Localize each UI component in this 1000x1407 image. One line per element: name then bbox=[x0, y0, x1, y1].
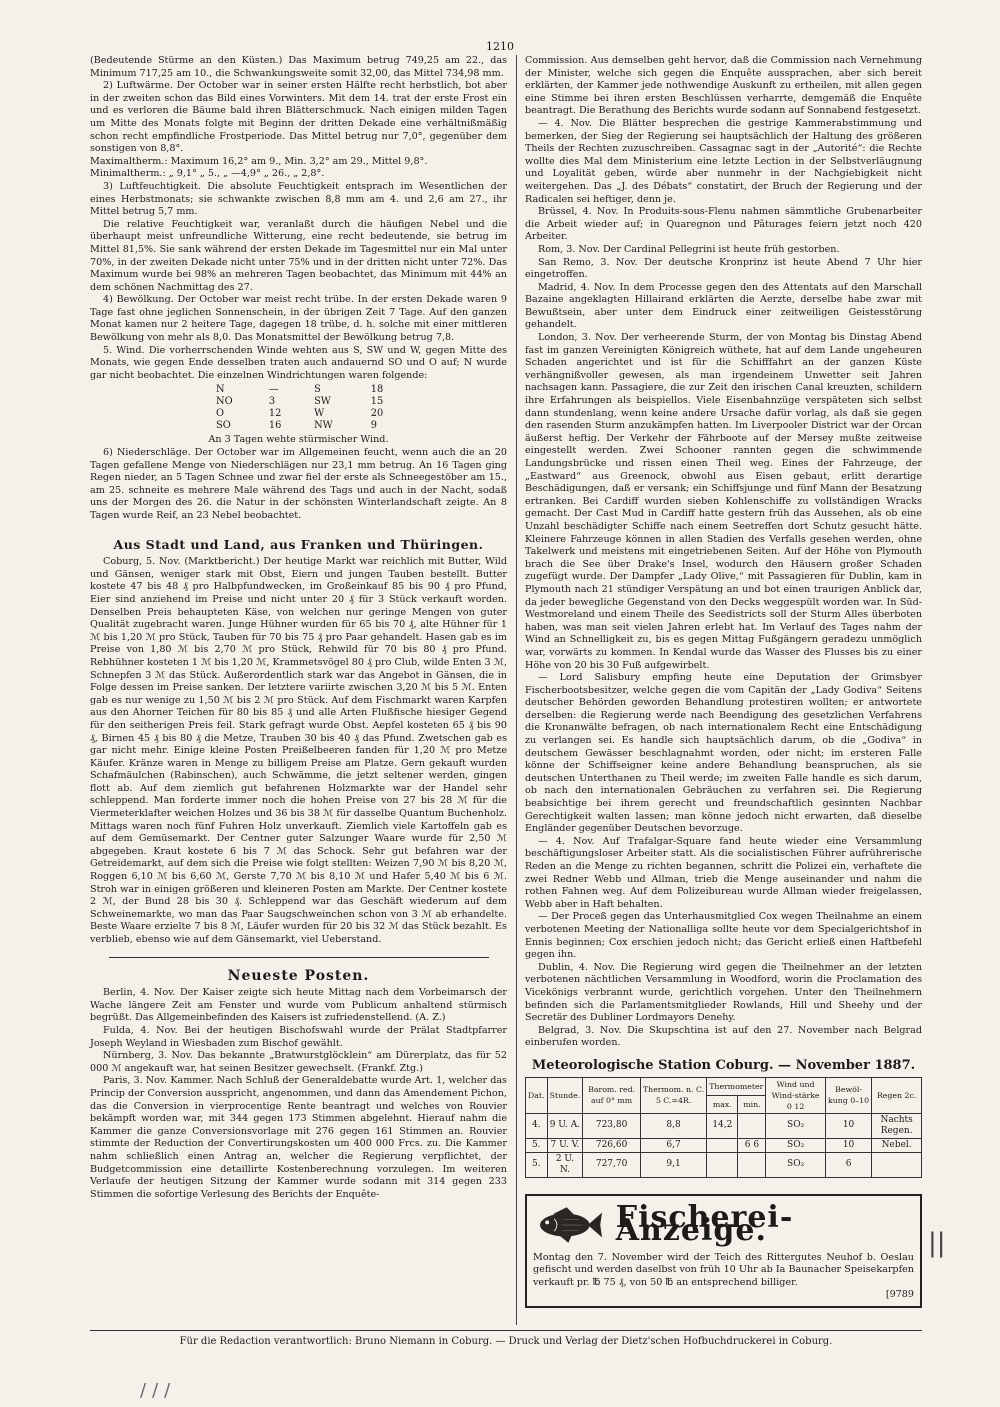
wind-cell: 20 bbox=[370, 408, 384, 420]
meteo-header-wind: Wind und Wind-stärke 0 12 bbox=[766, 1077, 825, 1113]
meteo-cell-therm: 8,8 bbox=[640, 1113, 706, 1138]
article-process-cox: — Der Proceß gegen das Unterhausmitglied Cox wegen Theilnahme an einem verbotenen Meeting der Nationalliga sollte heute vor dem Specialgerichtshof in Ennis beginnen; Cox erschien jedoch nicht; das Gericht erließ einen Haftbefehl gegen ihn. bbox=[525, 911, 922, 961]
meteo-header-regen: Regen 2c. bbox=[872, 1077, 922, 1113]
wind-row bbox=[210, 396, 410, 408]
fischerei-advertisement bbox=[525, 1194, 922, 1308]
section-heading-neueste-posten: Neueste Posten. bbox=[227, 967, 370, 984]
paragraph-niederschlaege: 6) Niederschläge. Der October war im Allgemeinen feucht, wenn auch die an 20 Tagen gefallene Menge von Niederschlägen nur 23,1 mm betrug. An 16 Tagen ging Regen nieder, an 5 Tagen Schnee und zwar fiel der erste als Schneegestöber am 15., am 25. schneite es mehrere Male während des Tags und auch in der Nacht, sodaß uns der Morgen des 26. die Natur in der schönsten Winterlandschaft zeigte. An 8 Tagen wurde Reif, an 23 Nebel beobachtet. bbox=[90, 447, 507, 521]
paragraph-bewoelkung: 4) Bewölkung. Der October war meist recht trübe. In der ersten Dekade waren 9 Tage fast ohne jeglichen Sonnenschein, in der übrigen Zeit 7 Tage. Auf den ganzen Monat kamen nur 2 heitere Tage, dagegen 18 trübe, d. h. solche mit einer mittleren Bewölkung von mehr als 8,0. Das Monatsmittel der Bewölkung betrug 7,8. bbox=[90, 294, 507, 344]
wind-note: An 3 Tagen wehte stürmischer Wind. bbox=[208, 434, 389, 446]
wind-direction-table bbox=[210, 384, 410, 432]
meteo-cell-dat: 5. bbox=[526, 1152, 548, 1177]
meteo-header-thermometer: Thermometer bbox=[707, 1077, 766, 1095]
wind-cell: SO bbox=[216, 420, 231, 432]
article-coburg-marktbericht: Coburg, 5. Nov. (Marktbericht.) Der heutige Markt war reichlich mit Butter, Wild und Gänsen, weniger stark mit Obst, Eiern und jungen Tauben bestellt. Butter kostete 47 bis 48 ₰ pro Halbpfundwecken, im Großeinkauf 85 bis 90 ₰ pro Pfund, Eier sind anziehend im Preise und nicht unter 20 ₰ für 3 Stück verkauft worden. Denselben Preis behaupteten Käse, von welchen nur geringe Mengen von guter Qualität zugebracht waren. Junge Hühner wurden für 65 bis 70 ₰, alte Hühner für 1 ℳ bis 1,20 ℳ pro Stück, Tauben für 70 bis 75 ₰ pro Paar gehandelt. Hasen gab es im Preise von 1,80 ℳ bis 2,70 ℳ pro Stück, Rehwild für 70 bis 80 ₰ pro Pfund. Rebhühner kosteten 1 ℳ bis 1,20 ℳ, Krammetsvögel 80 ₰ pro Club, wilde Enten 3 ℳ, Schnepfen 3 ℳ das Stück. Außerordentlich stark war das Angebot in Gänsen, die in Folge dessen im Preise sanken. Der letztere variirte zwischen 3,20 ℳ bis 5 ℳ. Enten gab es nur wenige zu 1,50 ℳ bis 2 ℳ pro Stück. Auf dem Fischmarkt waren Karpfen aus den Ahorner Teichen für 80 bis 85 ₰ und alle Arten Flußfische hiesiger Gegend für den seitherigen Preis feil. Stark gefragt wurde Obst. Aepfel kosteten 65 ₰ bis 90 ₰, Birnen 45 ₰ bis 80 ₰ die Metze, Trauben 30 bis 40 ₰ das Pfund. Zwetschen gab es gar nicht mehr. Einige kleine Posten Preißelbeeren fanden für 1,20 ℳ pro Metze Käufer. Kränze waren in Menge zu billigem Preise am Platze. Gern gekauft wurden Schafmäulchen (Rabinschen), auch Schwämme, die jetzt seltener werden, gingen flott ab. Auf dem ziemlich gut befahrenen Holzmarkte war der Handel sehr schleppend. Man forderte immer noch die hohen Preise von 27 bis 28 ℳ für die Viermeterklafter weichen Holzes und 36 bis 38 ℳ für dasselbe Quantum Buchenholz. Mittags waren noch fünf Fuhren Holz unverkauft. Ziemlich viele Kartoffeln gab es auf dem Gemüsemarkt. Der Centner guter Salzunger Waare wurde für 2,50 ℳ abgegeben. Kraut kostete 6 bis 7 ℳ das Schock. Sehr gut befahren war der Getreidemarkt, auf dem sich die Preise wie folgt stellten: Weizen 7,90 ℳ bis 8,20 ℳ, Roggen 6,10 ℳ bis 6,60 ℳ, Gerste 7,70 ℳ bis 8,10 ℳ und Hafer 5,40 ℳ bis 6 ℳ. Stroh war in einigen größeren und kleineren Posten am Markte. Der Centner kostete 2 ℳ, der Bund 28 bis 30 ₰. Schleppend war das Geschäft wiederum auf dem Schweinemarkte, wo man das Paar Saugschweinchen schon von 3 ℳ ab erhandelte. Beste Waare erzielte 7 bis 8 ℳ, Läufer wurden für 20 bis 32 ℳ das Stück bezahlt. Es verblieb, ebenso wie auf dem Gänsemarkt, viel Ueberstand. bbox=[90, 556, 507, 945]
meteo-header-min: min. bbox=[738, 1095, 766, 1113]
wind-cell: O bbox=[216, 408, 225, 420]
meteo-cell-min bbox=[738, 1152, 766, 1177]
article-fulda: Fulda, 4. Nov. Bei der heutigen Bischofswahl wurde der Prälat Stadtpfarrer Joseph Weyland in Wiesbaden zum Bischof gewählt. bbox=[90, 1024, 507, 1049]
meteo-cell-max bbox=[707, 1138, 738, 1152]
fischerei-anzeige-text: Montag den 7. November wird der Teich des Rittergutes Neuhof b. Oeslau gefischt und werden daselbst von früh 10 Uhr ab Ia Baunacher Speisekarpfen verkauft pr. ℔ 75 ₰, von 50 ℔ an entsprechend billiger. bbox=[533, 1251, 914, 1288]
article-nuernberg: Nürnberg, 3. Nov. Das bekannte „Bratwurstglöcklein“ am Dürerplatz, das für 52 000 ℳ angekauft war, hat seinen Besitzer gewechselt. (Frankf. Ztg.) bbox=[90, 1050, 507, 1074]
meteo-cell-min: 6 6 bbox=[738, 1138, 766, 1152]
meteo-cell-wind: SO₂ bbox=[766, 1152, 825, 1177]
meteo-cell-min bbox=[738, 1113, 766, 1138]
meteo-cell-therm: 9,1 bbox=[640, 1152, 706, 1177]
meteo-station-title: Meteorologische Station Coburg. — November 1887. bbox=[531, 1057, 916, 1073]
meteo-header-dat: Dat. bbox=[526, 1077, 548, 1113]
meteo-row bbox=[526, 1152, 922, 1177]
article-paris-blaetter: — 4. Nov. Die Blätter besprechen die gestrige Kammerabstimmung und bemerken, der Sieg der Regierung sei hauptsächlich der Haltung des größeren Theils der Rechten zuzuschreiben. Cassagnac sagt in der „Autorité“: die Rechte wollte dies Mal dem Ministerium eine letzte Lection in der Selbstverläugnung und Loyalität geben, würde aber nunmehr in der Nachgiebigkeit nicht weitergehen. Das „J. des Débats“ constatirt, der Bruch der Regierung und der Radicalen sei heftiger, denn je. bbox=[525, 117, 922, 205]
meteo-cell-dat: 5. bbox=[526, 1138, 548, 1152]
meteo-cell-stunde: 2 U. N. bbox=[547, 1152, 583, 1177]
meteo-cell-barom: 727,70 bbox=[583, 1152, 641, 1177]
meteo-header-stunde: Stunde. bbox=[547, 1077, 583, 1113]
meteo-header-thermom: Thermom. n. C. 5 C.=4R. bbox=[640, 1077, 706, 1113]
wind-cell: N bbox=[216, 384, 225, 396]
wind-cell: S bbox=[314, 384, 321, 396]
meteo-cell-regen bbox=[872, 1152, 922, 1177]
meteo-cell-stunde: 9 U. A. bbox=[547, 1113, 583, 1138]
paragraph-barometer: (Bedeutende Stürme an den Küsten.) Das Maximum betrug 749,25 am 22., das Minimum 717,25 am 10., die Schwankungsweite somit 32,00, das Mittel 734,98 mm. bbox=[90, 55, 507, 79]
wind-cell: NO bbox=[216, 396, 233, 408]
right-column bbox=[525, 55, 922, 1308]
article-madrid: Madrid, 4. Nov. In dem Processe gegen den des Attentats auf den Marschall Bazaine angeklagten Hillairand erklärten die Aerzte, derselbe habe zwar mit Bewußtsein, aber unter dem Eindruck einer zeitweiligen Geistesstörung gehandelt. bbox=[525, 281, 922, 331]
wind-cell: — bbox=[268, 384, 279, 396]
wind-row bbox=[210, 384, 410, 396]
article-belgrad: Belgrad, 3. Nov. Die Skupschtina ist auf den 27. November nach Belgrad einberufen worden. bbox=[525, 1024, 922, 1049]
meteo-cell-barom: 726,60 bbox=[583, 1138, 641, 1152]
meteo-row bbox=[526, 1113, 922, 1138]
article-dublin: Dublin, 4. Nov. Die Regierung wird gegen die Theilnehmer an der letzten verbotenen nächtlichen Versammlung in Woodford, worin die Proclamation des Vicekönigs verbrannt wurde, gerichtlich vorgehen. Unter den Theilnehmern befinden sich die Parlamentsmitglieder Rowlands, Hill und Sheehy und der Secretär des Dubliner Lordmayors Denehy. bbox=[525, 961, 922, 1024]
fischerei-anzeige-title: Fischerei-Anzeige. bbox=[615, 1199, 794, 1248]
meteo-row bbox=[526, 1138, 922, 1152]
column-divider bbox=[516, 55, 517, 1325]
section-rule bbox=[109, 957, 489, 958]
section-heading-stadt-und-land: Aus Stadt und Land, aus Franken und Thüringen. bbox=[113, 536, 484, 552]
article-paris: Paris, 3. Nov. Kammer. Nach Schluß der Generaldebatte wurde Art. 1, welcher das Princip der Conversion ausspricht, angenommen, und dann das Amendement Pichon, das die Conversion in vierprocentige Rente beantragt und welches von Rouvier bekämpft worden war, mit 344 gegen 173 Stimmen abgelehnt. Hierauf nahm die Kammer die ganze Conversionsvorlage mit 276 gegen 161 Stimmen an. Rouvier stimmte der Reduction der Convertirungskosten um 400 000 Frcs. zu. Die Kammer nahm schließlich einen Antrag an, welcher die Regierung verpflichtet, der Budgetcommission eine detaillirte Kostenberechnung vorzulegen. Im weiteren Verlaufe der heutigen Sitzung der Kammer wurde sodann mit 314 gegen 233 Stimmen die sofortige Verlesung des Berichts der Enquête- bbox=[90, 1075, 507, 1200]
meteo-cell-max: 14,2 bbox=[707, 1113, 738, 1138]
wind-cell: 15 bbox=[370, 396, 384, 408]
fish-illustration-icon bbox=[533, 1202, 604, 1248]
paragraph-relative-feuchtigkeit: Die relative Feuchtigkeit war, veranlaßt durch die häufigen Nebel und die überhaupt meist unfreundliche Witterung, eine recht bedeutende, sie betrug im Mittel 81,5%. Sie sank während der ersten Dekade im Tagesmittel nur ein Mal unter 70%, in der zweiten Dekade nicht unter 75% und in der dritten nicht unter 72%. Das Maximum wurde bei 98% an mehreren Tagen beobachtet, das Minimum mit 44% an dem schönen Nachmittag des 27. bbox=[90, 218, 507, 293]
article-san-remo: San Remo, 3. Nov. Der deutsche Kronprinz ist heute Abend 7 Uhr hier eingetroffen. bbox=[525, 256, 922, 281]
meteo-cell-dat: 4. bbox=[526, 1113, 548, 1138]
meteo-cell-bewolk: 10 bbox=[825, 1138, 871, 1152]
wind-cell: 9 bbox=[370, 420, 377, 432]
wind-cell: W bbox=[314, 408, 325, 420]
article-rom: Rom, 3. Nov. Der Cardinal Pellegrini ist heute früh gestorben. bbox=[538, 243, 840, 255]
wind-cell: SW bbox=[314, 396, 331, 408]
meteo-cell-regen: Nebel. bbox=[872, 1138, 922, 1152]
meteo-cell-bewolk: 6 bbox=[825, 1152, 871, 1177]
meteo-table bbox=[525, 1077, 922, 1178]
wind-row bbox=[210, 408, 410, 420]
paragraph-luftwaerme: 2) Luftwärme. Der October war in seiner ersten Hälfte recht herbstlich, bot aber in der zweiten schon das Bild eines Vorwinters. Mit dem 14. trat der erste Frost ein und es verloren die Bäume bald ihren Blätterschmuck. Nach einigen milden Tagen um Mitte des Monats folgte mit Beginn der dritten Dekade eine verhältnißmäßig schon recht empfindliche Frostperiode. Das Mittel betrug nur 7,0°, gegenüber dem sonstigen von 8,8°. bbox=[90, 80, 507, 155]
advertisement-reference-number: [9789 bbox=[885, 1289, 914, 1301]
wind-cell: 18 bbox=[370, 384, 384, 396]
wind-cell: 12 bbox=[268, 408, 282, 420]
wind-cell: 3 bbox=[268, 396, 276, 408]
article-trafalgar-square: — 4. Nov. Auf Trafalgar-Square fand heute wieder eine Versammlung beschäftigungsloser Arbeiter statt. Als die socialistischen Führer aufrührerische Reden an die Menge zu richten begannen, schritt die Polizei ein, verhaftete die zwei Redner Webb und Allman, trieb die Menge auseinander und nahm die rothen Fahnen weg. Auf dem Polizeibureau wurde Allman wieder freigelassen, Webb aber in Haft behalten. bbox=[525, 835, 922, 910]
margin-pencil-mark: || bbox=[928, 1228, 946, 1258]
meteo-cell-wind: SO₂ bbox=[766, 1113, 825, 1138]
wind-cell: 16 bbox=[268, 420, 282, 432]
meteo-cell-max bbox=[707, 1152, 738, 1177]
paragraph-minimaltherm: Minimaltherm.: „ 9,1° „ 5., „ —4,9° „ 26., „ 2,8°. bbox=[90, 168, 325, 180]
meteo-header-bewoelkung: Bewöl-kung 0–10 bbox=[825, 1077, 871, 1113]
meteo-cell-regen: Nachts Regen. bbox=[872, 1113, 922, 1138]
paragraph-maximaltherm: Maximaltherm.: Maximum 16,2° am 9., Min. 3,2° am 29., Mittel 9,8°. bbox=[90, 155, 428, 167]
article-commission: Commission. Aus demselben geht hervor, daß die Commission nach Vernehmung der Minister, welche sich gegen die Enquête aussprachen, aber sich bereit erklärten, der Kammer jede nothwendige Auskunft zu ertheilen, mit allen gegen eine Stimme bei ihren ersten Beschlüssen verharrte, demgemäß die Enquête beantragt. Die Berathung des Berichts wurde sodann auf Sonnabend festgesetzt. bbox=[525, 55, 922, 117]
bottom-pencil-mark: /// bbox=[140, 1380, 177, 1401]
meteo-cell-bewolk: 10 bbox=[825, 1113, 871, 1138]
wind-cell: NW bbox=[314, 420, 333, 432]
meteo-header-max: max. bbox=[707, 1095, 738, 1113]
left-column bbox=[90, 55, 507, 1201]
article-berlin: Berlin, 4. Nov. Der Kaiser zeigte sich heute Mittag nach dem Vorbeimarsch der Wache längere Zeit am Fenster und wurde vom Publicum anhaltend stürmisch begrüßt. Das Allgemeinbefinden des Kaisers ist zufriedenstellend. (A. Z.) bbox=[90, 987, 507, 1024]
footer-rule bbox=[90, 1330, 922, 1331]
meteo-cell-stunde: 7 U. V. bbox=[547, 1138, 583, 1152]
paragraph-wind: 5. Wind. Die vorherrschenden Winde wehten aus S, SW und W, gegen Mitte des Monats, wie gegen Ende desselben traten auch andauernd SO und O auf; N wurde gar nicht beobachtet. Die einzelnen Windrichtungen waren folgende: bbox=[90, 344, 507, 381]
printer-imprint: Für die Redaction verantwortlich: Bruno Niemann in Coburg. — Druck und Verlag der Dietz'schen Hofbuchdruckerei in Coburg. bbox=[179, 1336, 833, 1347]
meteo-cell-wind: SO₂ bbox=[766, 1138, 825, 1152]
article-bruessel: Brüssel, 4. Nov. In Produits-sous-Flenu nahmen sämmtliche Grubenarbeiter die Arbeit wieder auf; in Quaregnon und Pâturages feiern jetzt noch 420 Arbeiter. bbox=[525, 206, 922, 243]
paragraph-luftfeuchtigkeit: 3) Luftfeuchtigkeit. Die absolute Feuchtigkeit entsprach im Wesentlichen der eines Herbstmonats; sie schwankte zwischen 8,8 mm am 4. und 2,6 am 27., ihr Mittel betrug 5,7 mm. bbox=[90, 180, 507, 218]
meteo-header-barom: Barom. red. auf 0° mm bbox=[583, 1077, 641, 1113]
article-london-sturm: London, 3. Nov. Der verheerende Sturm, der von Montag bis Dinstag Abend fast im ganzen Vereinigten Königreich wüthete, hat auf dem Lande ungeheuren Schaden angerichtet und ist für die Schifffahrt an der ganzen Küste verhängnißvoller gewesen, als man irgendeinem Unwetter seit Jahren nachsagen kann. Passagiere, die zur Zeit den irischen Canal kreuzten, schildern ihre Erfahrungen als beispiellos. Viele Eisenbahnzüge verspäteten sich selbst dann stundenlang, wenn keine andere Ursache dafür vorlag, als daß sie gegen den rasenden Sturm anzukämpfen hatten. Im Liverpooler District war der Orcan äußerst heftig. Der Verkehr der Fährboote auf der Mersey mußte zeitweise eingestellt werden. Zwei Schooner rannten gegen die schwimmende Landungsbrücke und rissen einen Theil weg. Eines der Fahrzeuge, der „Eastward“ aus Greenock, obwohl aus Eisen gebaut, erlitt derartige Beschädigungen, daß er versank; ein Schiffsjunge und fünf Mann der Besatzung ertranken. Bei Cardiff wurden sieben Kohlenschiffe zu vollständigen Wracks gemacht. Der Cast Mud in Cardiff hatte gestern früh das Aussehen, als ob eine Unzahl beschädigter Schiffe nach einem Seetreffen dort Schutz gesucht hätte. Kleinere Fahrzeuge können in allen Stadien des Verfalls gesehen werden, ohne Takelwerk und meistens mit eingetriebenen Seiten. Auf der Höhe von Plymouth brach die See über Drake's Insel, wodurch den Häusern großer Schaden zugefügt wurde. Der Dampfer „Lady Olive,“ mit Passagieren für Dublin, kam in Plymouth nach 21 stündiger Verspätung an und bot einen traurigen Anblick dar, da jeder bewegliche Gegenstand von den Decks weggespült worden war. In Süd-Westmoreland und einem Theile des Seedistricts soll der Sturm Alles überboten haben, was man seit vielen Jahren erlebt hat. Im Verlauf des Tages nahm der Wind an Schnelligkeit zu, bis es gegen Mittag Fußgängern geradezu unmöglich war, vorwärts zu kommen. In Kendal wurde das Wasser des Flusses bis zu einer Höhe von 20 bis 30 Fuß aufgewirbelt. bbox=[525, 332, 922, 671]
meteo-cell-barom: 723,80 bbox=[583, 1113, 641, 1138]
article-lord-salisbury: — Lord Salisbury empfing heute eine Deputation der Grimsbyer Fischerbootsbesitzer, welche gegen die vom Capitän der „Lady Godiva“ Seitens deutscher Behörden geworden Behandlung protestiren wollten; er antwortete derselben: die Regierung werde nach Beendigung des gesetzlichen Verfahrens die Kronanwälte befragen, ob nach internationalem Recht eine Entschädigung zu verlangen sei. Es handle sich hauptsächlich darum, ob die „Godiva“ in deutschem Gewässer beschlagnahmt worden, oder nicht; im ersteren Falle könne der Schiffseigner keine andere Behandlung beanspruchen, als sie deutschen Unterthanen zu Theil werde; im zweiten Falle handle es sich darum, ob nach den internationalen Gebräuchen zu verfahren sei. Die Regierung beabsichtige bei ihrem gerecht und freundschaftlich gesinnten Nachbar Gerechtigkeit walten lassen; man könne jedoch nicht erwarten, daß dieselbe Engländer gegenüber Deutschen bevorzuge. bbox=[525, 672, 922, 835]
meteo-cell-therm: 6,7 bbox=[640, 1138, 706, 1152]
wind-row bbox=[210, 420, 410, 432]
page-number: 1210 bbox=[486, 40, 514, 53]
